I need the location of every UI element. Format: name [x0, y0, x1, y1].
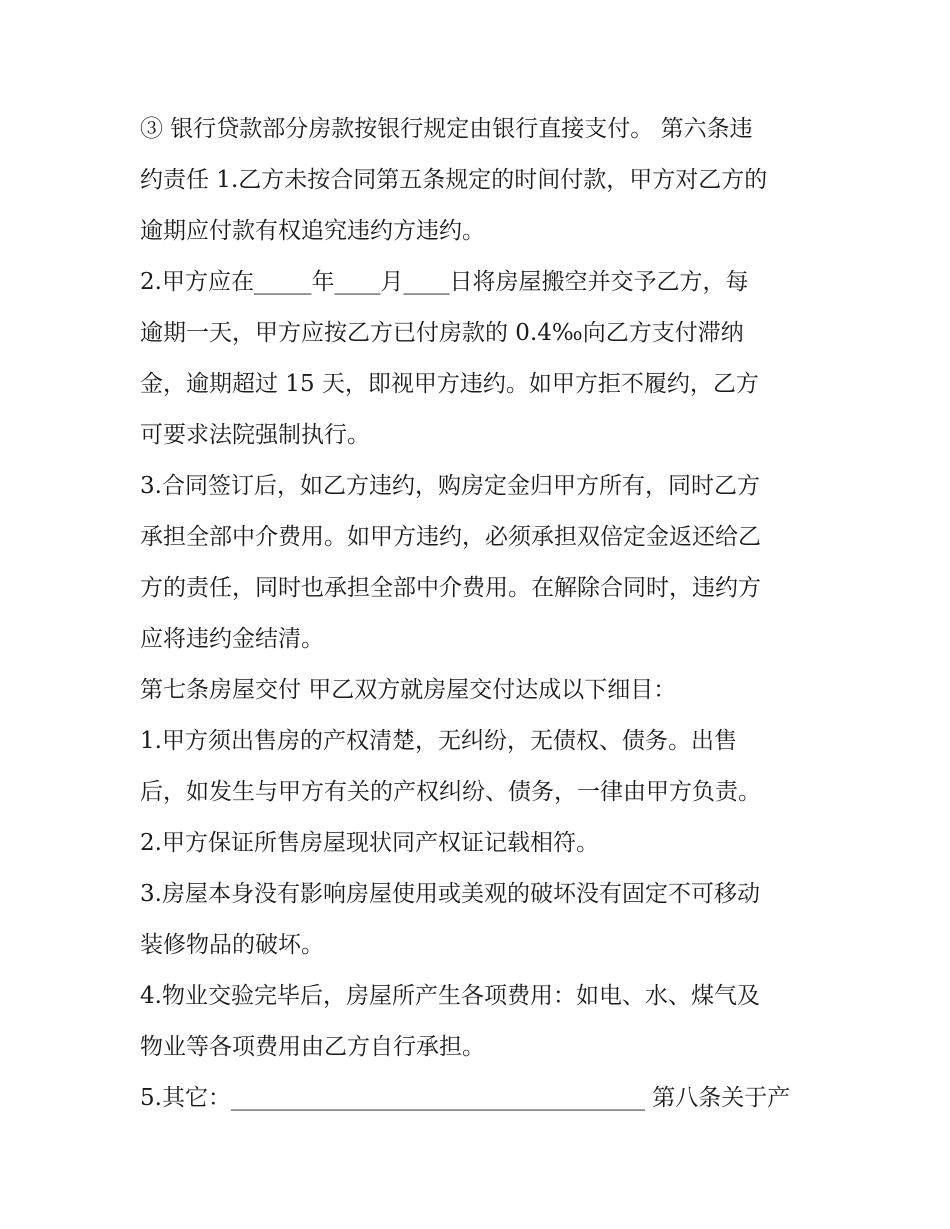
text-line: 2.甲方应在_____年____月____日将房屋搬空并交予乙方，每	[140, 269, 749, 295]
text-line: 方的责任，同时也承担全部中介费用。在解除合同时，违约方	[140, 575, 761, 601]
text-line: 4.物业交验完毕后，房屋所产生各项费用：如电、水、煤气及	[140, 983, 760, 1009]
text-line: 约责任 1.乙方未按合同第五条规定的时间付款，甲方对乙方的	[140, 167, 768, 193]
text-line: 承担全部中介费用。如甲方违约，必须承担双倍定金返还给乙	[140, 524, 761, 550]
text-line: 可要求法院强制执行。	[140, 422, 370, 448]
text-line: 3.合同签订后，如乙方违约，购房定金归甲方所有，同时乙方	[140, 473, 760, 499]
text-line: 金，逾期超过 15 天，即视甲方违约。如甲方拒不履约，乙方	[140, 371, 759, 397]
text-line: 5.其它：____________________________________ 第八条关于产	[140, 1085, 791, 1111]
text-line: 1.甲方须出售房的产权清楚，无纠纷，无债权、债务。出售	[140, 728, 737, 754]
text-line: 逾期应付款有权追究违约方违约。	[140, 218, 485, 244]
text-line: ③ 银行贷款部分房款按银行规定由银行直接支付。 第六条违	[140, 116, 753, 142]
text-line: 3.房屋本身没有影响房屋使用或美观的破坏没有固定不可移动	[140, 881, 760, 907]
section-heading-line: 第七条房屋交付 甲乙双方就房屋交付达成以下细目：	[140, 677, 677, 703]
text-line: 装修物品的破坏。	[140, 932, 324, 958]
text-line: 后，如发生与甲方有关的产权纠纷、债务，一律由甲方负责。	[140, 779, 761, 805]
text-line: 物业等各项费用由乙方自行承担。	[140, 1034, 485, 1060]
text-line: 应将违约金结清。	[140, 626, 324, 652]
text-line: 2.甲方保证所售房屋现状同产权证记载相符。	[140, 830, 599, 856]
document-body	[140, 104, 820, 1124]
text-line: 逾期一天，甲方应按乙方已付房款的 0.4‰向乙方支付滞纳	[140, 320, 744, 346]
